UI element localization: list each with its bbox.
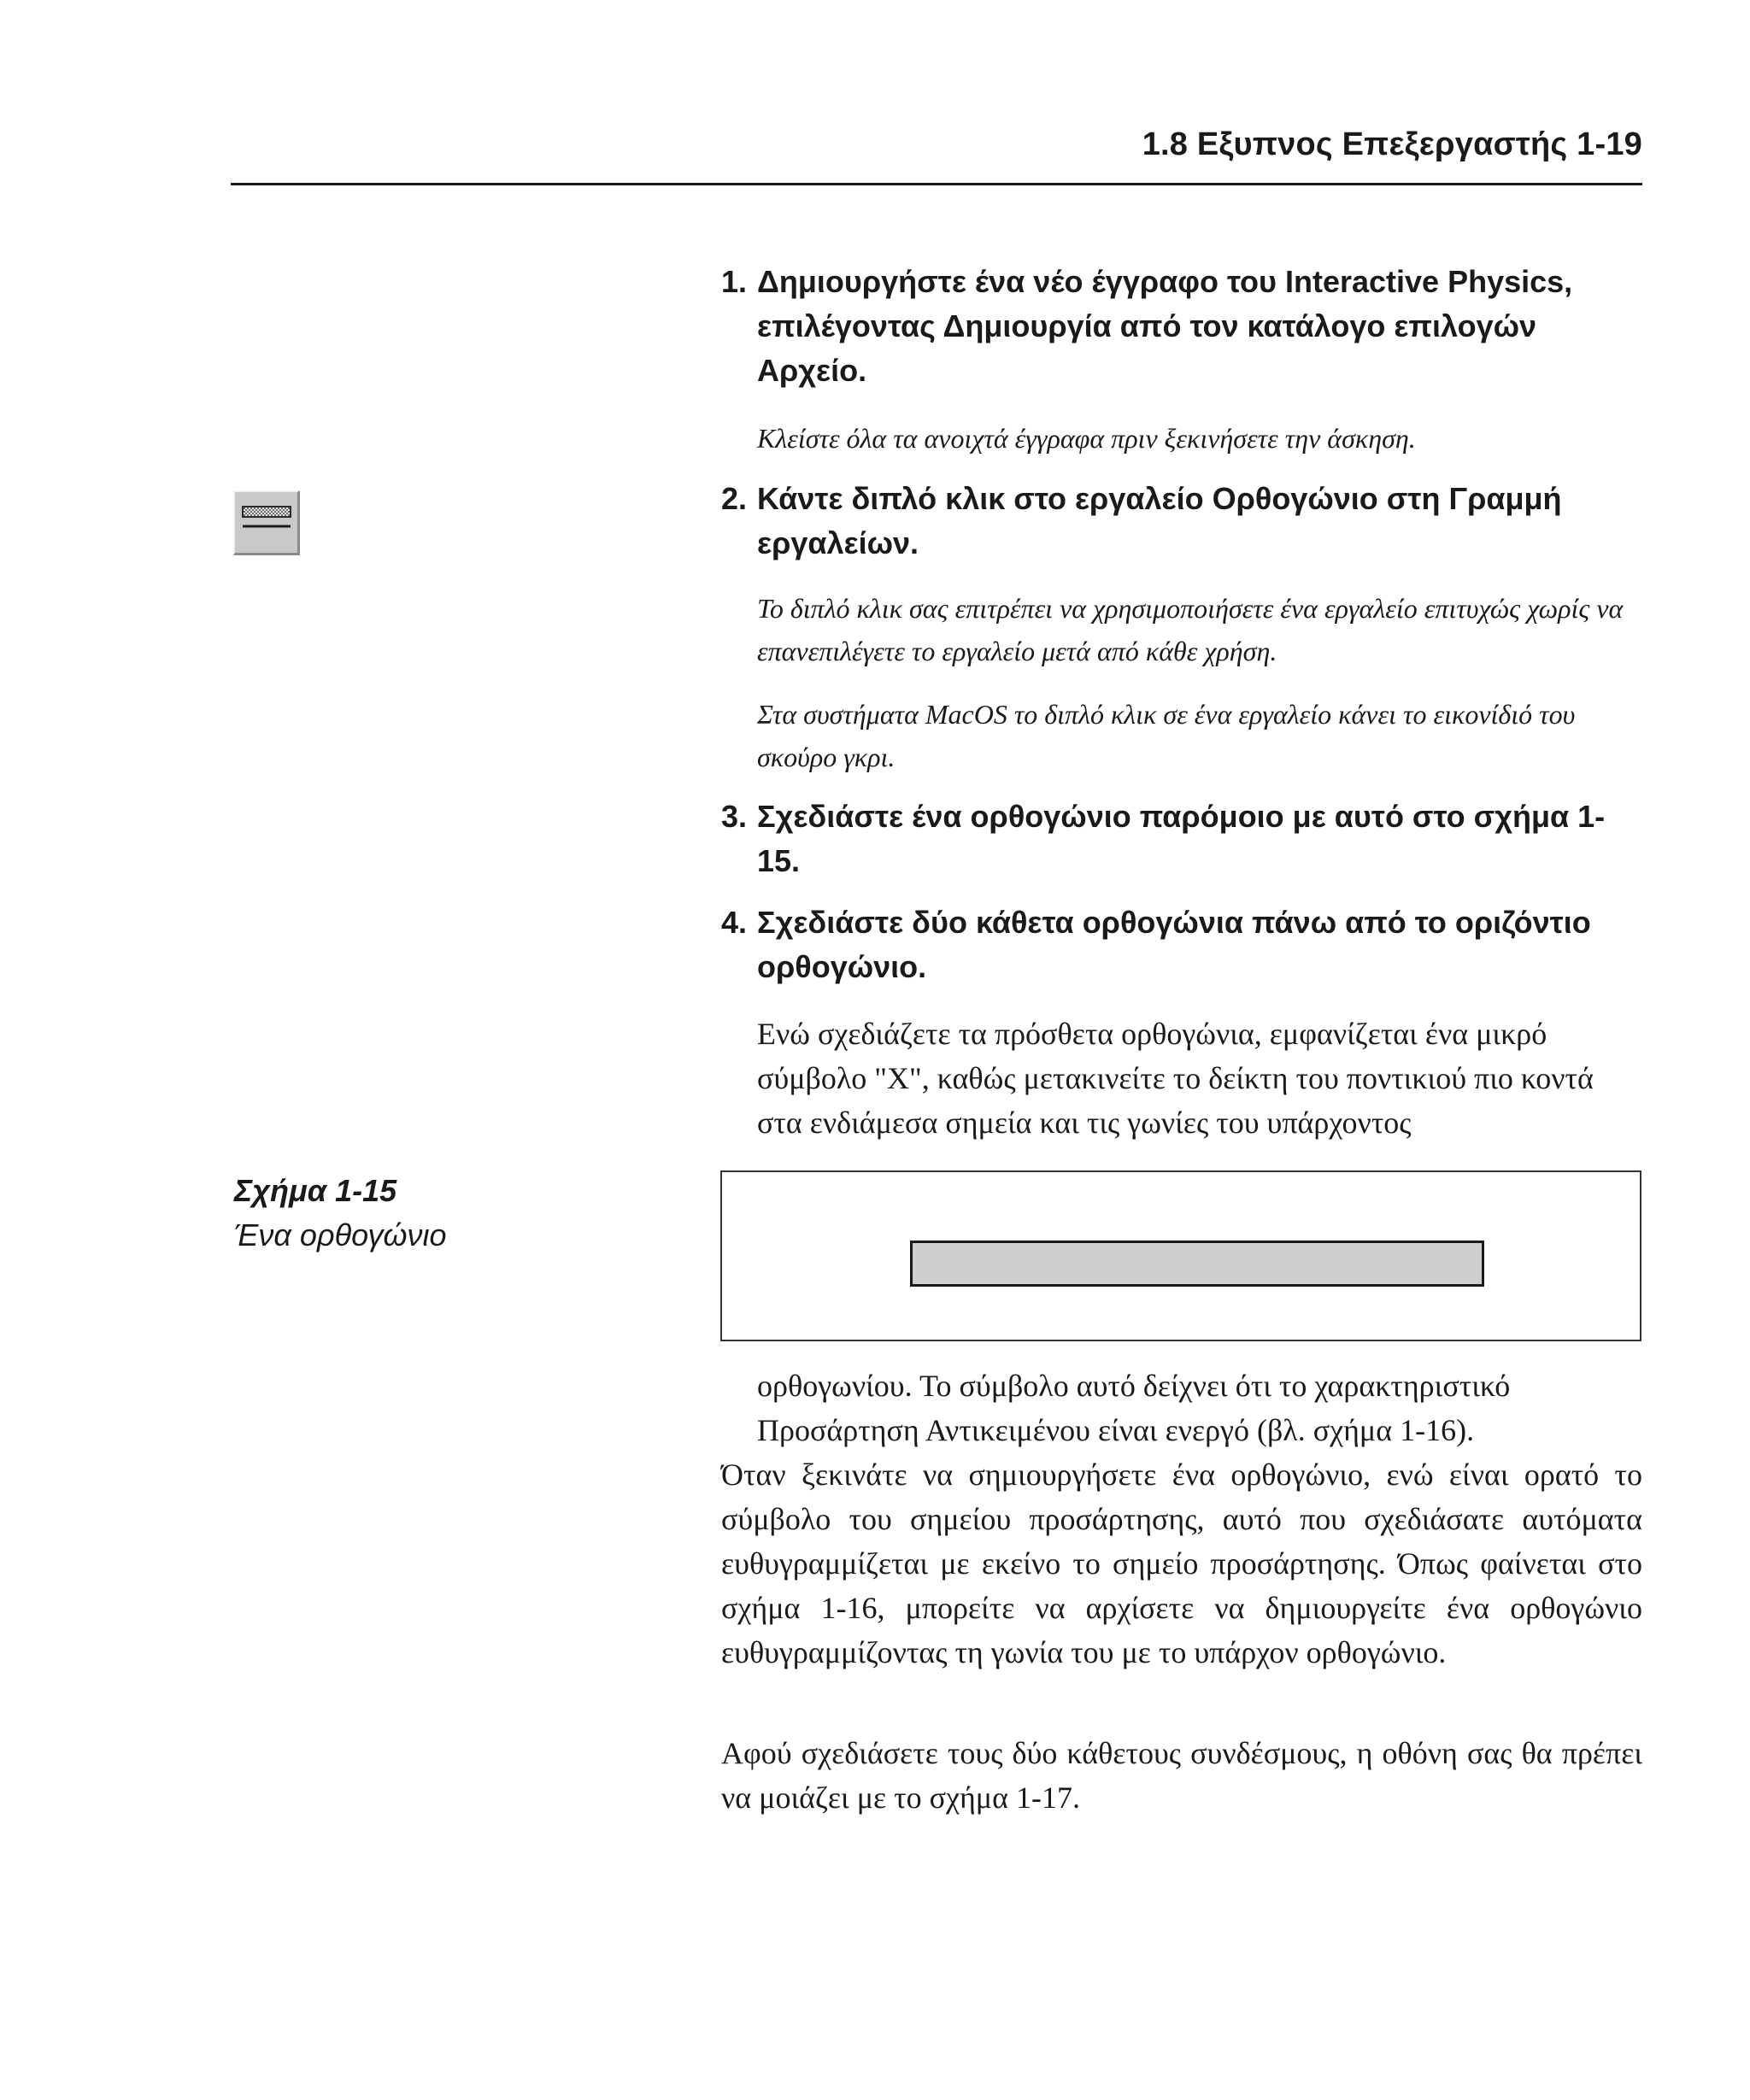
note-macos: Στα συστήματα MacOS το διπλό κλικ σε ένα εργαλείο κάνει το εικονίδιό του σκούρο γκρι.: [757, 699, 1576, 772]
note-double-click: Το διπλό κλικ σας επιτρέπει να χρησιμοποιήσετε ένα εργαλείο επιτυχώς χωρίς να επανεπιλέγετε το εργαλείο μετά από κάθε χρήση.: [757, 593, 1624, 666]
figure-caption-number: Σχήμα 1-15: [234, 1173, 397, 1208]
step-text: Δημιουργήστε ένα νέο έγγραφο του Interactive Physics, επιλέγοντας Δημιουργία από τον κατάλογο επιλογών Αρχείο.: [757, 264, 1573, 388]
paragraph-final: Αφού σχεδιάσετε τους δύο κάθετους συνδέσμους, η οθόνη σας θα πρέπει να μοιάζει με το σχήμα 1-17.: [721, 1736, 1642, 1815]
step-number: 1.: [721, 264, 748, 299]
paragraph-drawing-before: Ενώ σχεδιάζετε τα πρόσθετα ορθογώνια, εμφανίζεται ένα μικρό σύμβολο "X", καθώς μετακινείτε το δείκτη του ποντικιού πιο κοντά στα ενδιάμεσα σημεία και τις γωνίες του υπάρχοντος: [757, 1017, 1594, 1140]
step-4: [721, 900, 1644, 989]
running-header-title: 1.8 Εξυπνος Επεξεργαστής 1-19: [1142, 126, 1642, 162]
step-2: [721, 477, 1644, 566]
paragraph-snap-point: Όταν ξεκινάτε να σημιουργήσετε ένα ορθογώνιο, ενώ είναι ορατό το σύμβολο του σημείου προσάρτησης, αυτό που σχεδιάσατε αυτόματα ευθυγραμμίζεται με εκείνο το σημείο προσάρτησης. Όπως φαίνεται στο σχήμα 1-16, μπορείτε να αρχίσετε να δημιουργείτε ένα ορθογώνιο ευθυγραμμίζοντας τη γωνία του με το υπάρχον ορθογώνιο.: [721, 1458, 1642, 1669]
step-number: 4.: [721, 905, 748, 940]
step-3: [721, 795, 1644, 883]
step-text: Σχεδιάστε ένα ορθογώνιο παρόμοιο με αυτό στο σχήμα 1-15.: [757, 799, 1606, 878]
rectangle-tool-glyph: [240, 504, 293, 542]
paragraph-drawing-after: ορθογωνίου. Το σύμβολο αυτό δείχνει ότι το χαρακτηριστικό Προσάρτηση Αντικειμένου είναι ενεργό (βλ. σχήμα 1-16).: [757, 1369, 1511, 1447]
step-1: [721, 260, 1644, 393]
step-text: Κάντε διπλό κλικ στο εργαλείο Ορθογώνιο στη Γραμμή εργαλείων.: [757, 481, 1562, 560]
horizontal-rectangle: [910, 1241, 1484, 1287]
figure-1-15: [720, 1170, 1641, 1341]
step-text: Σχεδιάστε δύο κάθετα ορθογώνια πάνω από το οριζόντιο ορθογώνιο.: [757, 905, 1591, 984]
note-close-documents: Κλείστε όλα τα ανοιχτά έγγραφα πριν ξεκινήσετε την άσκηση.: [757, 423, 1416, 454]
page-header: [231, 120, 1642, 185]
step-number: 3.: [721, 799, 748, 834]
rectangle-tool-icon: [233, 490, 300, 555]
step-number: 2.: [721, 481, 748, 516]
figure-caption: [234, 1169, 447, 1258]
figure-caption-text: Ένα ορθογώνιο: [234, 1217, 447, 1252]
